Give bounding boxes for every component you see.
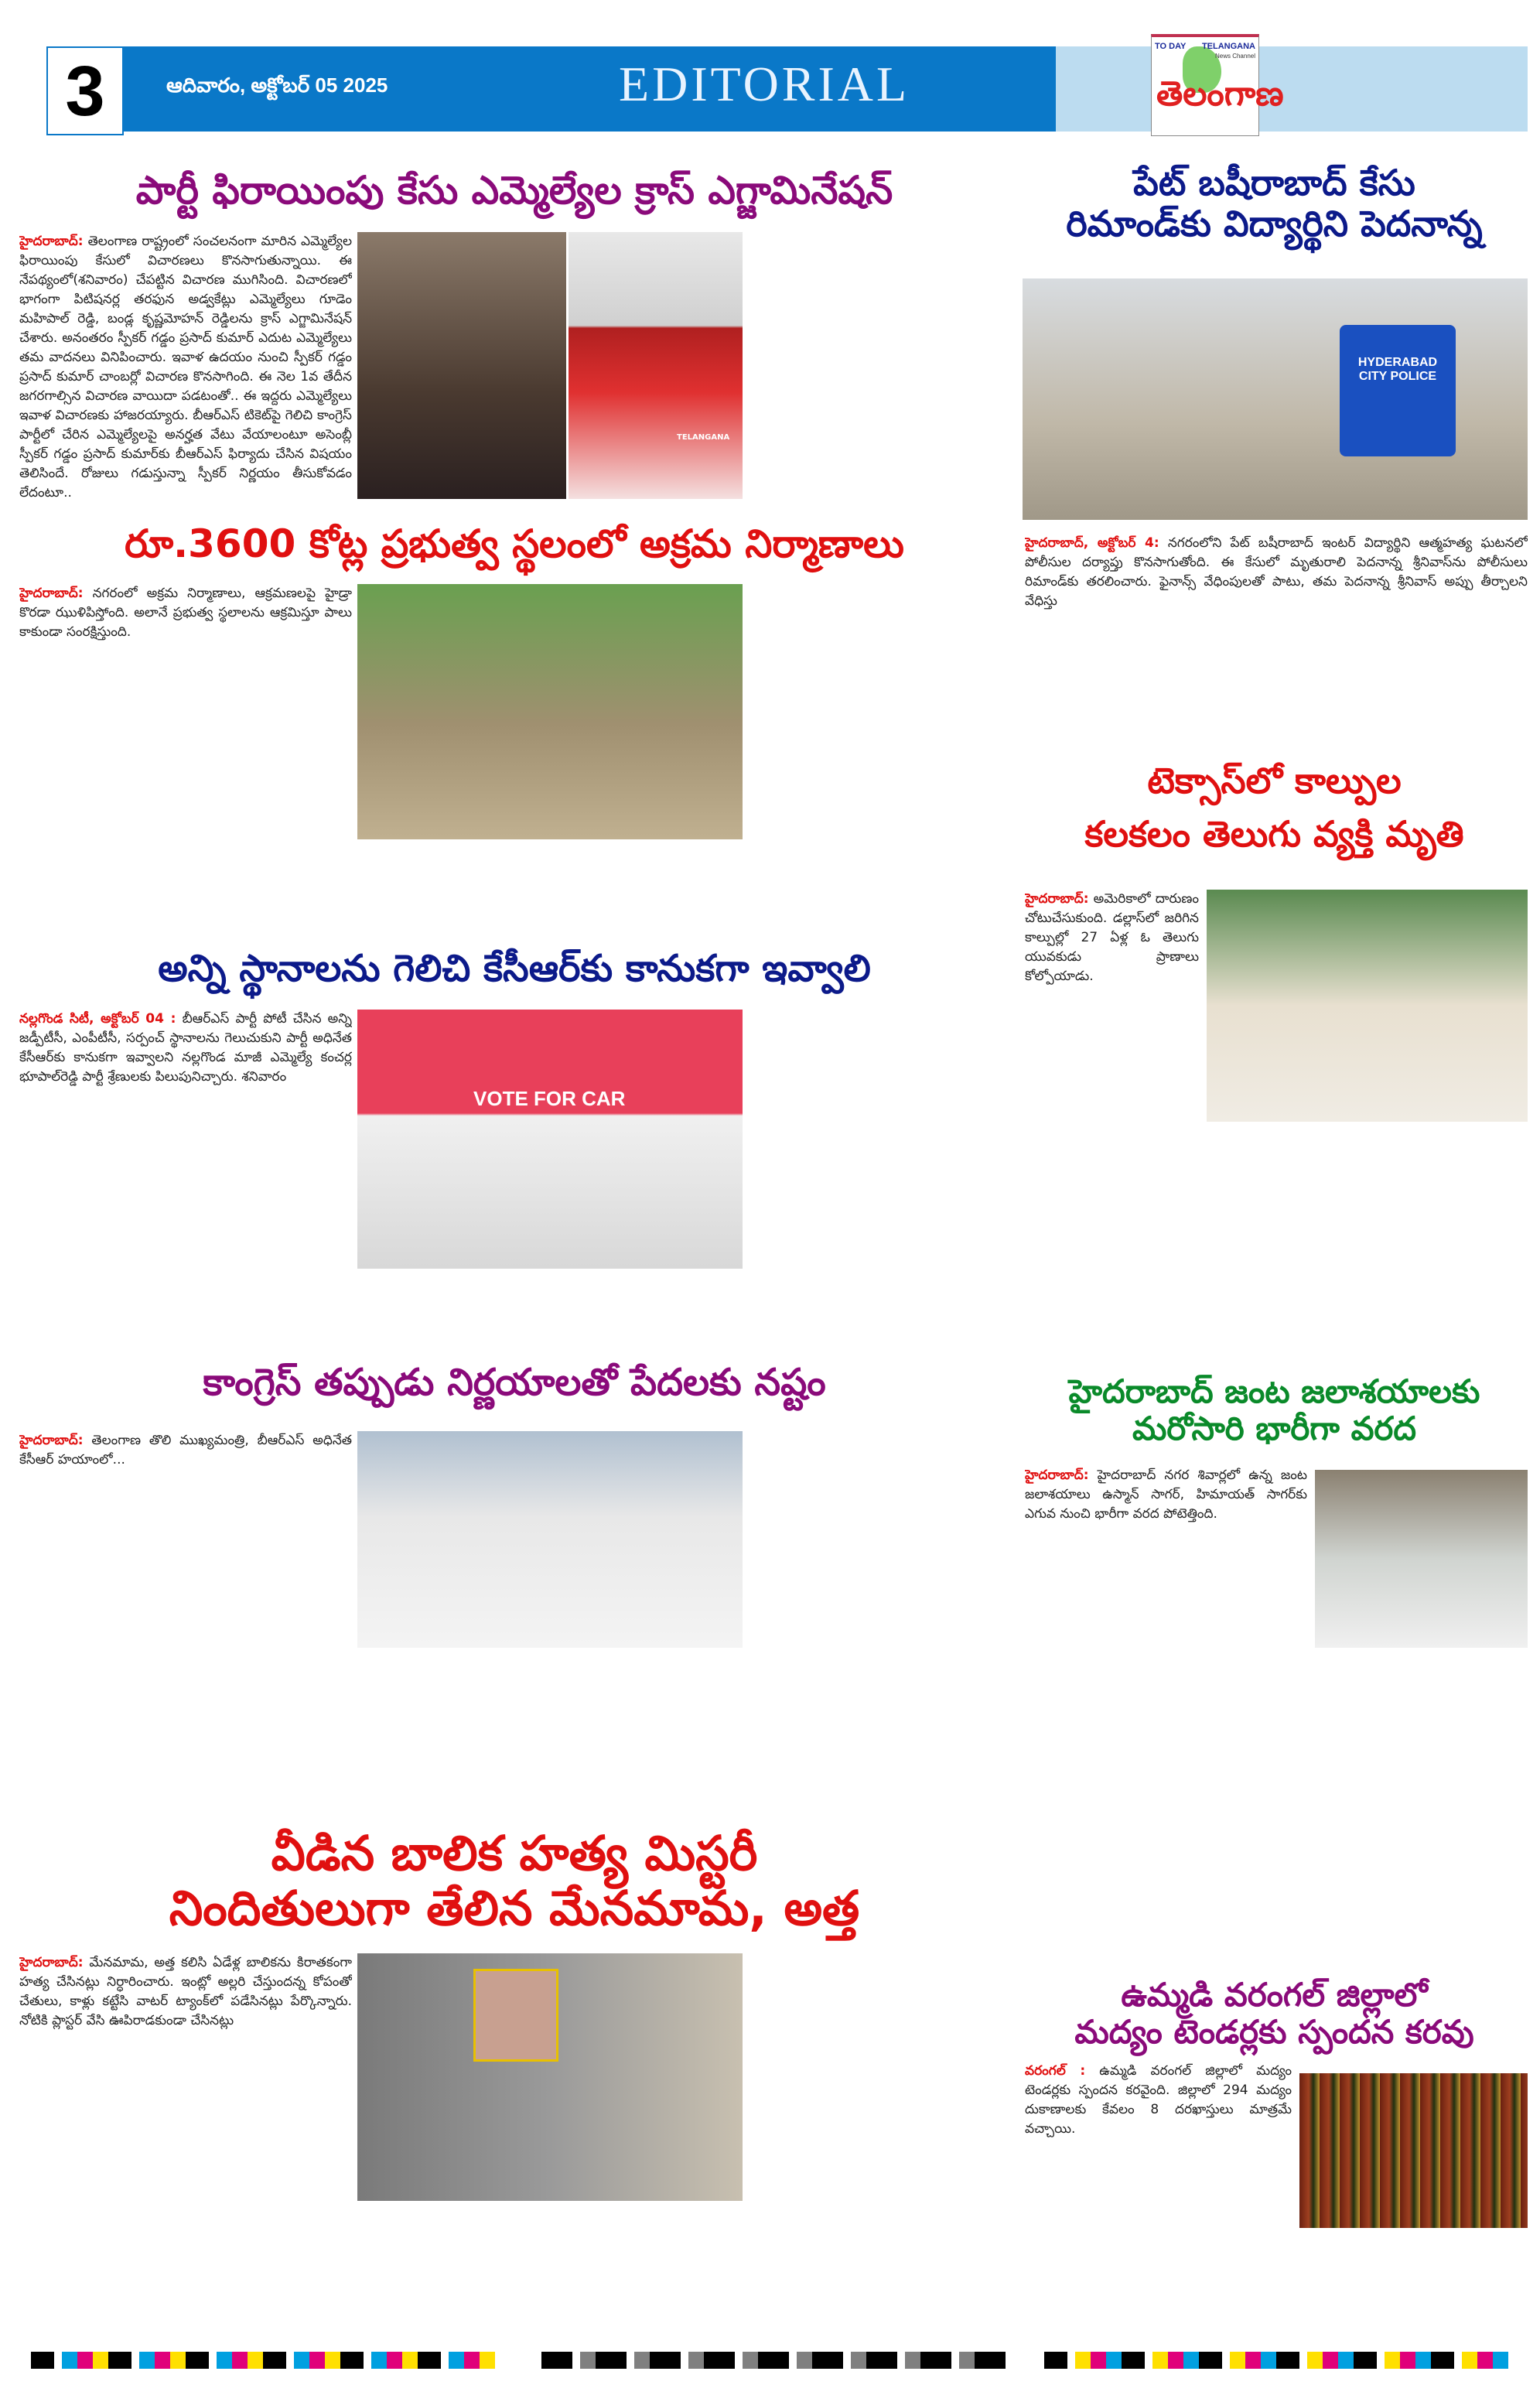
dateline: వరంగల్ : [1025, 2063, 1086, 2079]
dateline: హైదరాబాద్, అక్టోబర్ 4: [1025, 535, 1159, 551]
story-text: నగరంలోని పేట్ బషీరాబాద్ ఇంటర్ విద్యార్థిని ఆత్మహత్య ఘటనలో పోలీసుల దర్యాప్తు కొనసాగుతోంది. ఈ కేసులో మృతురాలి పెదనాన్న శ్రీనివాస్‌ను పోలీసులు రిమాండ్‌కు తరలించారు. ఫైనాన్స్ వేధింపులతో పాటు, తమ పెదనాన్న శ్రీనివాస్ అప్పు తీర్చాలని వేధిస్తు [1025, 535, 1528, 609]
headline-line-2: కలకలం తెలుగు వ్యక్తి మృతి [1084, 813, 1464, 855]
color-registration-bar-right [1044, 2352, 1508, 2369]
side-2-headline [1021, 754, 1528, 861]
issue-date: ఆదివారం, అక్టోబర్ 05 2025 [166, 73, 388, 97]
headline-line-2: రిమాండ్‌కు విద్యార్థిని పెదనాన్న [1066, 202, 1483, 244]
story-4-body [19, 1431, 352, 1818]
story-3-headline: అన్ని స్థానాలను గెలిచి కేసీఆర్‌కు కానుకగా ఇవ్వాలి [158, 947, 871, 990]
story-text: తెలంగాణ తొలి ముఖ్యమంత్రి, బీఆర్ఎస్ అధినేత కేసీఆర్ హయాంలో... [19, 1433, 352, 1468]
headline-line-1: టెక్సాస్‌లో కాల్పుల [1147, 760, 1402, 801]
police-photo [1023, 278, 1528, 520]
side-2-body [1025, 890, 1199, 1354]
liquor-shelf-photo [1299, 2073, 1528, 2228]
side-4-headline [1021, 1977, 1528, 2052]
story-text: తెలంగాణ రాష్ట్రంలో సంచలనంగా మారిన ఎమ్మెల్యేల ఫిరాయింపు కేసులో విచారణలు కొనసాగుతున్నాయి. ఈ నేపథ్యంలో(శనివారం) చేపట్టిన విచారణ ముగిసింది. విచారణలో భాగంగా పిటిషనర్ల తరఫున అడ్వకేట్లు ఎమ్మెల్యేలు గూడెం మహిపాల్ రెడ్డి, బండ్ల కృష్ణమోహన్ రెడ్డిలను క్రాస్ ఎగ్జామినేషన్ చేశారు. అనంతరం స్పీకర్ గడ్డం ప్రసాద్ కుమార్ ఎదుట ఎమ్మెల్యేలు తమ వాదనలు వినిపించారు. ఇవాళ ఉదయం నుంచి స్పీకర్ గడ్డం ప్రసాద్ కుమార్ చాంబర్లో విచారణ కొనసాగింది. ఈ నెల 1వ తేదీన జగరగాల్సిన విచారణ వాయిదా పడటంతో.. ఈ ఇద్దరు ఎమ్మెల్యేలు ఇవాళ విచారణకు హాజరయ్యారు. బీఆర్ఎస్ టికెట్‌పై గెలిచి కాంగ్రెస్ పార్టీలో చేరిన ఎమ్మెల్యేలపై అనర్హత వేటు వేయాలంటూ అసెంబ్లీ స్పీకర్ గడ్డం ప్రసాద్ కుమార్‌కు బీఆర్ఎస్ ఫిర్యాదు చేసిన విషయం తెలిసిందే. రోజులు గడుస్తున్నా స్పీకర్ నిర్ణయం తీసుకోవడం లేదంటూ.. [19, 234, 352, 501]
story-5-body [19, 1953, 352, 2325]
story-4-headline: కాంగ్రెస్ తప్పుడు నిర్ణయాలతో పేదలకు నష్టం [203, 1361, 826, 1404]
logo-left-text: TO DAY [1155, 42, 1187, 51]
dateline: హైదరాబాద్: [1025, 891, 1089, 907]
dateline: నల్లగొండ సిటీ, అక్టోబర్ 04 : [19, 1011, 176, 1027]
story-2-body [19, 584, 352, 940]
meeting-photo [357, 1431, 743, 1648]
grey-registration-bar [541, 2352, 1006, 2369]
victim-photo-inset [473, 1969, 558, 2062]
dateline: హైదరాబాద్: [19, 1955, 84, 1970]
logo-sub-text: News Channel [1214, 53, 1255, 60]
story-text: ఉమ్మడి వరంగల్ జిల్లాలో మద్యం టెండర్లకు స్పందన కరవైంది. జిల్లాలో 294 మద్యం దుకాణాలకు కేవలం 8 దరఖాస్తులు మాత్రమే వచ్చాయి. [1025, 2063, 1292, 2137]
headline-line-1: ఉమ్మడి వరంగల్ జిల్లాలో [1121, 1976, 1428, 2014]
speaker-photo [357, 232, 566, 499]
story-1-body [19, 232, 352, 503]
page-number: 3 [46, 46, 124, 135]
side-3-body [1025, 1466, 1307, 1946]
story-3-body [19, 1010, 352, 1350]
story-text: అమెరికాలో దారుణం చోటుచేసుకుంది. డల్లాస్‌లో జరిగిన కాల్పుల్లో 27 ఏళ్ల ఓ తెలుగు యువకుడు ప్రాణాలు కోల్పోయాడు. [1025, 891, 1199, 984]
demolition-photo [357, 584, 743, 839]
map-label: TELANGANA [677, 433, 730, 442]
reservoir-photo [1315, 1470, 1528, 1648]
story-text: హైదరాబాద్ నగర శివార్లలో ఉన్న జంట జలాశయాలు ఉస్మాన్ సాగర్, హిమాయత్ సాగర్‌కు ఎగువ నుంచి భారీగా వరద పోటెత్తింది. [1025, 1468, 1307, 1522]
dateline: హైదరాబాద్: [19, 234, 84, 249]
side-1-body [1025, 534, 1528, 743]
crime-photo [357, 1953, 743, 2201]
dateline: హైదరాబాద్: [19, 586, 84, 601]
side-4-body [1025, 2062, 1292, 2329]
story-text: బీఆర్ఎస్ పార్టీ పోటీ చేసిన అన్ని జడ్పీటీసీ, ఎంపీటీసీ, సర్పంచ్ స్థానాలను గెలుచుకుని పార్టీ అధినేత కేసీఆర్‌కు కానుకగా ఇవ్వాలని నల్లగొండ మాజీ ఎమ్మెల్యే కంచర్ల భూపాల్‌రెడ్డి పార్టీ శ్రేణులకు పిలుపునిచ్చారు. శనివారం [19, 1011, 352, 1085]
banner-label: VOTE FOR CAR [473, 1087, 626, 1110]
side-1-headline [1021, 162, 1528, 244]
police-vest [1340, 325, 1456, 456]
headline-line-2: మద్యం టెండర్లకు స్పందన కరవు [1074, 2013, 1474, 2052]
rally-photo [357, 1010, 743, 1269]
logo-right-text: TELANGANA [1201, 42, 1255, 51]
dateline: హైదరాబాద్: [1025, 1468, 1089, 1483]
collage-photo [569, 232, 743, 499]
headline-line-1: వీడిన బాలిక హత్య మిస్టరీ [271, 1825, 758, 1881]
dateline: హైదరాబాద్: [19, 1433, 84, 1448]
logo-name: తెలంగాణ [1156, 74, 1284, 114]
masthead-logo [1151, 34, 1284, 136]
victim-portrait [1207, 890, 1528, 1122]
section-title: EDITORIAL [619, 56, 910, 111]
headline-line-1: హైదరాబాద్ జంట జలాశయాలకు [1068, 1372, 1480, 1410]
story-5-headline [15, 1826, 1013, 1936]
vest-label: HYDERABAD CITY POLICE [1357, 356, 1438, 383]
story-1-headline: పార్టీ ఫిరాయింపు కేసు ఎమ్మెల్యేల క్రాస్ ఎగ్జామినేషన్ [135, 168, 893, 213]
side-3-headline [1021, 1373, 1528, 1448]
color-registration-bar [31, 2352, 495, 2369]
story-text: నగరంలో అక్రమ నిర్మాణాలు, ఆక్రమణలపై హైడ్రా కొరడా ఝుళిపిస్తోంది. అలానే ప్రభుత్వ స్థలాలను ఆక్రమిస్తూ పాలు కాకుండా సంరక్షిస్తుంది. [19, 586, 352, 640]
headline-line-2: మరోసారి భారీగా వరద [1132, 1409, 1416, 1448]
story-2-headline: రూ.3600 కోట్ల ప్రభుత్వ స్థలంలో అక్రమ నిర్మాణాలు [125, 521, 904, 566]
headline-line-2: నిందితులుగా తేలిన మేనమామ, అత్త [169, 1880, 860, 1937]
headline-line-1: పేట్ బషీరాబాద్ కేసు [1133, 162, 1415, 203]
story-text: మేనమామ, అత్త కలిసి ఏడేళ్ల బాలికను కిరాతకంగా హత్య చేసినట్లు నిర్ధారించారు. ఇంట్లో అల్లరి చేస్తుందన్న కోపంతో చేతులు, కాళ్లు కట్టేసి వాటర్ ట్యాంక్‌లో పడేసినట్లు పేర్కొన్నారు. నోటికి ప్లాస్టర్ వేసి ఊపిరాడకుండా చేసినట్లు [19, 1955, 352, 2028]
